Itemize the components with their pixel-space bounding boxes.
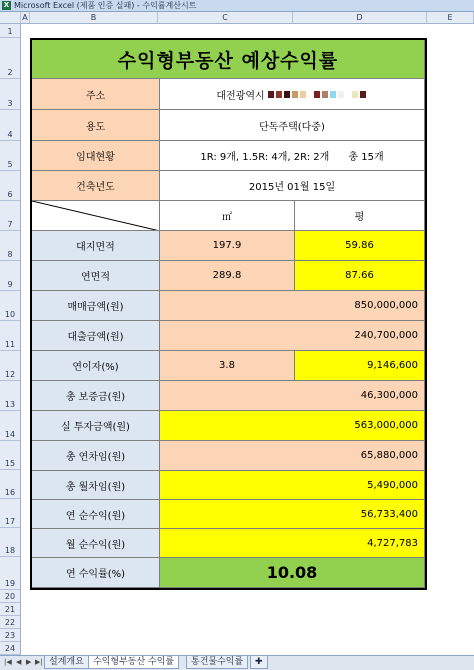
insert-sheet-icon[interactable]: ✚ xyxy=(250,656,268,669)
yield-value[interactable]: 10.08 xyxy=(160,558,425,588)
first-sheet-icon[interactable]: |◀ xyxy=(4,658,12,666)
row-header[interactable]: 2 xyxy=(0,38,21,79)
row-header[interactable]: 17 xyxy=(0,499,21,528)
built-value[interactable]: 2015년 01월 15일 xyxy=(160,171,425,201)
row-header[interactable]: 22 xyxy=(0,616,21,629)
row-header[interactable]: 5 xyxy=(0,141,21,171)
land-area-label[interactable]: 대지면적 xyxy=(32,231,160,261)
row-header[interactable]: 8 xyxy=(0,231,21,261)
deposit-label[interactable]: 총 보증금(원) xyxy=(32,381,160,411)
row-header[interactable]: 19 xyxy=(0,557,21,590)
investment-label[interactable]: 실 투자금액(원) xyxy=(32,411,160,441)
floor-area-m2[interactable]: 289.8 xyxy=(160,261,295,291)
diagonal-line xyxy=(32,201,160,231)
built-label[interactable]: 건축년도 xyxy=(32,171,160,201)
investment-value[interactable]: 563,000,000 xyxy=(160,411,425,441)
row-header[interactable]: 12 xyxy=(0,351,21,381)
interest-label[interactable]: 연이자(%) xyxy=(32,351,160,381)
interest-rate[interactable]: 3.8 xyxy=(160,351,295,381)
tab-income-property-yield[interactable]: 수익형부동산 수익률 xyxy=(88,656,179,669)
usage-label[interactable]: 용도 xyxy=(32,110,160,141)
lease-label[interactable]: 임대현황 xyxy=(32,141,160,171)
annual-net-label[interactable]: 연 순수익(원) xyxy=(32,500,160,529)
row-header[interactable]: 11 xyxy=(0,321,21,351)
excel-icon[interactable]: X xyxy=(3,1,10,9)
sheet-tab-bar xyxy=(0,655,474,670)
loan-value[interactable]: 240,700,000 xyxy=(160,321,425,351)
sheet-title[interactable]: 수익형부동산 예상수익률 xyxy=(32,40,425,79)
row-header[interactable]: 16 xyxy=(0,470,21,499)
address-value-cell[interactable] xyxy=(160,79,425,110)
column-header-b[interactable]: B xyxy=(30,12,158,24)
row-header[interactable]: 6 xyxy=(0,171,21,201)
monthly-net-label[interactable]: 월 순수익(원) xyxy=(32,529,160,558)
title-bar xyxy=(0,0,474,12)
land-area-pyeong[interactable]: 59.86 xyxy=(295,231,425,261)
column-header-a[interactable]: A xyxy=(21,12,30,24)
row-header[interactable]: 23 xyxy=(0,629,21,642)
address-label[interactable]: 주소 xyxy=(32,79,160,110)
row-header[interactable]: 24 xyxy=(0,642,21,655)
row-header[interactable]: 9 xyxy=(0,261,21,291)
sale-price-label[interactable]: 매매금액(원) xyxy=(32,291,160,321)
row-header[interactable]: 7 xyxy=(0,201,21,231)
annual-rent-value[interactable]: 65,880,000 xyxy=(160,441,425,471)
floor-area-pyeong[interactable]: 87.66 xyxy=(295,261,425,291)
row-header[interactable]: 3 xyxy=(0,79,21,110)
deposit-value[interactable]: 46,300,000 xyxy=(160,381,425,411)
next-sheet-icon[interactable]: ▶ xyxy=(26,658,32,666)
column-header-d[interactable]: D xyxy=(293,12,427,24)
monthly-rent-label[interactable]: 총 월차임(원) xyxy=(32,471,160,500)
yield-label[interactable]: 연 수익률(%) xyxy=(32,558,160,588)
yield-table xyxy=(30,38,427,590)
select-all-corner[interactable] xyxy=(0,12,21,24)
land-area-m2[interactable]: 197.9 xyxy=(160,231,295,261)
monthly-rent-value[interactable]: 5,490,000 xyxy=(160,471,425,500)
row-header[interactable]: 10 xyxy=(0,291,21,321)
last-sheet-icon[interactable]: ▶| xyxy=(35,658,43,666)
prev-sheet-icon[interactable]: ◀ xyxy=(16,658,22,666)
redacted-address-blocks xyxy=(268,91,368,98)
diagonal-header-cell[interactable] xyxy=(32,201,160,231)
sale-price-value[interactable]: 850,000,000 xyxy=(160,291,425,321)
interest-value[interactable]: 9,146,600 xyxy=(295,351,425,381)
tab-whole-building-yield[interactable]: 통건물수익률 xyxy=(186,656,248,669)
annual-rent-label[interactable]: 총 연차임(원) xyxy=(32,441,160,471)
unit-m2-header[interactable]: ㎡ xyxy=(160,201,295,231)
annual-net-value[interactable]: 56,733,400 xyxy=(160,500,425,529)
tab-design-overview[interactable]: 설계개요 xyxy=(44,656,89,669)
row-header[interactable]: 4 xyxy=(0,110,21,141)
floor-area-label[interactable]: 연면적 xyxy=(32,261,160,291)
row-header[interactable]: 18 xyxy=(0,528,21,557)
row-header[interactable]: 20 xyxy=(0,590,21,603)
usage-value[interactable]: 단독주택(다중) xyxy=(160,110,425,141)
row-header[interactable]: 14 xyxy=(0,411,21,441)
row-header[interactable]: 21 xyxy=(0,603,21,616)
unit-pyeong-header[interactable]: 평 xyxy=(295,201,425,231)
address-value: 대전광역시 xyxy=(216,90,265,102)
loan-label[interactable]: 대출금액(원) xyxy=(32,321,160,351)
column-header-c[interactable]: C xyxy=(158,12,293,24)
monthly-net-value[interactable]: 4,727,783 xyxy=(160,529,425,558)
window-title: Microsoft Excel (제품 인증 실패) - 수익률계산시트 xyxy=(14,1,197,10)
row-header[interactable]: 13 xyxy=(0,381,21,411)
row-header[interactable]: 15 xyxy=(0,441,21,470)
lease-value[interactable]: 1R: 9개, 1.5R: 4개, 2R: 2개 총 15개 xyxy=(160,141,425,171)
row-header[interactable]: 1 xyxy=(0,24,21,38)
column-header-e[interactable]: E xyxy=(427,12,474,24)
